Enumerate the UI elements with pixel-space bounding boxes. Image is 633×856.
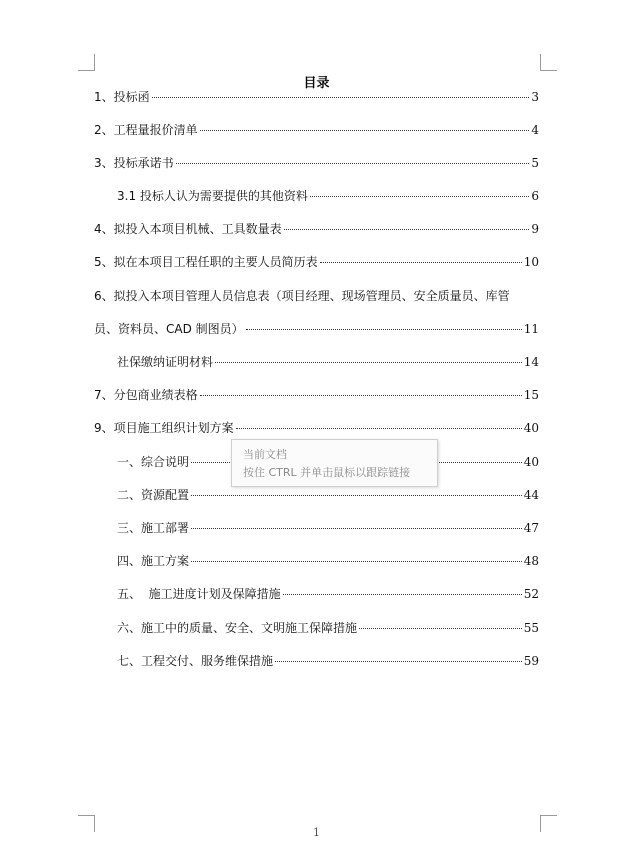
toc-title: 目录 <box>303 76 330 91</box>
toc-entry-text: 三、施工部署 <box>117 521 190 535</box>
toc-page-number: 40 <box>523 421 539 435</box>
toc-leader <box>236 428 522 429</box>
toc-page-number: 52 <box>523 587 539 601</box>
page-number: 1 <box>313 826 320 839</box>
toc-entry-text: 五、 施工进度计划及保障措施 <box>117 587 281 601</box>
toc-entry-9-4[interactable] <box>117 553 539 569</box>
toc-page-number: 40 <box>523 455 539 469</box>
toc-leader <box>246 329 522 330</box>
toc-entry-9-7[interactable] <box>117 653 539 669</box>
toc-entry-social-security[interactable] <box>117 354 539 370</box>
toc-entry-text: 1、投标函 <box>94 90 150 104</box>
toc-entry-text: 4、拟投入本项目机械、工具数量表 <box>94 222 282 236</box>
toc-entry-text: 3、投标承诺书 <box>94 156 174 170</box>
toc-entry-text: 3.1 投标人认为需要提供的其他资料 <box>117 189 308 203</box>
toc-entry-2[interactable] <box>94 122 539 138</box>
toc-leader <box>284 229 530 230</box>
toc-entry-text: 二、资源配置 <box>117 488 190 502</box>
toc-entry-9[interactable] <box>94 420 539 436</box>
toc-entry-5[interactable] <box>94 254 539 270</box>
toc-page-number: 3 <box>531 90 539 104</box>
toc-entry-text: 七、工程交付、服务维保措施 <box>117 654 274 668</box>
toc-leader <box>283 594 522 595</box>
toc-entry-text: 9、项目施工组织计划方案 <box>94 421 234 435</box>
toc-page-number: 5 <box>531 156 539 170</box>
toc-leader <box>320 262 522 263</box>
toc-leader <box>200 395 522 396</box>
toc-page-number: 10 <box>523 255 539 269</box>
toc-entry-text: 7、分包商业绩表格 <box>94 388 198 402</box>
toc-entry-text: 社保缴纳证明材料 <box>117 355 214 369</box>
toc-entry-6[interactable] <box>94 321 539 337</box>
toc-entry-7[interactable] <box>94 387 539 403</box>
toc-page-number: 11 <box>523 322 539 336</box>
tooltip-hint: 按住 CTRL 并单击鼠标以跟踪链接 <box>243 466 411 479</box>
toc-entry-text: 四、施工方案 <box>117 554 190 568</box>
toc-entry-9-2[interactable] <box>117 487 539 503</box>
toc-leader <box>152 97 530 98</box>
toc-entry-text: 员、资料员、CAD 制图员） <box>94 322 244 336</box>
toc-page-number: 14 <box>523 355 539 369</box>
toc-entry-9-3[interactable] <box>117 520 539 536</box>
toc-page-number: 15 <box>523 388 539 402</box>
toc-leader <box>191 528 522 529</box>
toc-entry-9-5[interactable] <box>117 586 539 602</box>
toc-entry-text: 5、拟在本项目工程任职的主要人员简历表 <box>94 255 318 269</box>
toc-page-number: 55 <box>523 621 539 635</box>
toc-entry-9-6[interactable] <box>117 620 539 636</box>
toc-leader <box>176 163 530 164</box>
toc-page-number: 44 <box>523 488 539 502</box>
tooltip-title: 当前文档 <box>243 448 287 461</box>
toc-page-number: 9 <box>531 222 539 236</box>
toc-entry-text: 六、施工中的质量、安全、文明施工保障措施 <box>117 621 358 635</box>
toc-page-number: 59 <box>523 654 539 668</box>
toc-page-number: 4 <box>531 123 539 137</box>
link-tooltip <box>231 439 438 487</box>
toc-leader <box>191 495 522 496</box>
toc-leader <box>215 362 522 363</box>
toc-page-number: 6 <box>531 189 539 203</box>
toc-leader <box>275 661 522 662</box>
crop-mark-top-left <box>78 54 95 71</box>
toc-entry-text: 一、综合说明 <box>117 455 190 469</box>
toc-entry-text: 2、工程量报价清单 <box>94 123 198 137</box>
toc-leader <box>191 561 522 562</box>
toc-leader <box>200 130 530 131</box>
toc-page-number: 47 <box>523 521 539 535</box>
toc-leader <box>359 628 522 629</box>
toc-entry-3[interactable] <box>94 155 539 171</box>
toc-entry-4[interactable] <box>94 221 539 237</box>
toc-entry-3-1[interactable] <box>117 188 539 204</box>
toc-entry-1[interactable] <box>94 89 539 105</box>
toc-leader <box>310 196 529 197</box>
toc-entry-6-line1[interactable]: 6、拟投入本项目管理人员信息表（项目经理、现场管理员、安全质量员、库管 <box>94 289 510 303</box>
toc-page-number: 48 <box>523 554 539 568</box>
crop-mark-top-right <box>540 54 557 71</box>
